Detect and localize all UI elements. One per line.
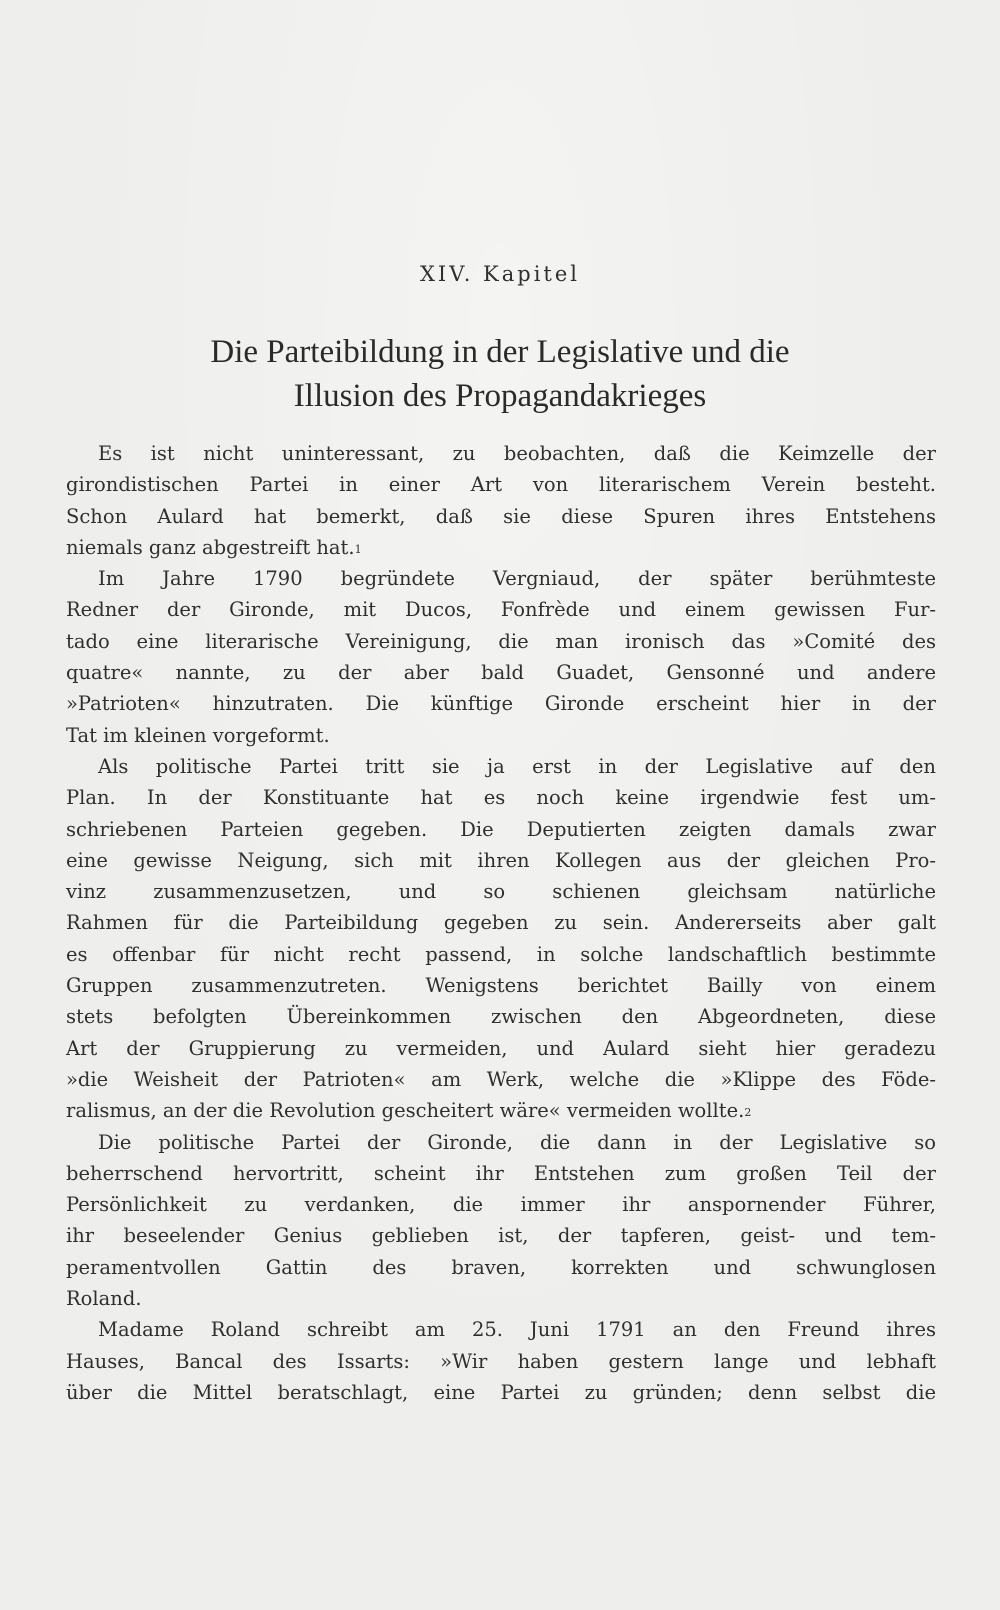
chapter-title bbox=[90, 330, 910, 418]
line-text: tado eine literarische Vereinigung, die man ironisch das »Comité des bbox=[66, 629, 936, 653]
text-line bbox=[66, 532, 936, 563]
text-line bbox=[66, 876, 936, 907]
text-line bbox=[66, 594, 936, 625]
line-text: quatre« nannte, zu der aber bald Guadet, Gensonné und andere bbox=[66, 661, 936, 685]
line-text: peramentvollen Gattin des braven, korrekten und schwunglosen bbox=[66, 1255, 936, 1279]
line-text: girondistischen Partei in einer Art von literarischem Verein besteht. bbox=[66, 473, 936, 497]
text-line bbox=[66, 438, 936, 469]
line-text: Art der Gruppierung zu vermeiden, und Aulard sieht hier geradezu bbox=[66, 1036, 936, 1060]
text-line bbox=[66, 1064, 936, 1095]
line-text: Schon Aulard hat bemerkt, daß sie diese Spuren ihres Entstehens bbox=[66, 504, 936, 528]
text-line bbox=[66, 751, 936, 782]
text-line bbox=[66, 1346, 936, 1377]
line-text: Persönlichkeit zu verdanken, die immer ihr anspornender Führer, bbox=[66, 1193, 936, 1217]
text-line bbox=[66, 845, 936, 876]
text-line bbox=[66, 814, 936, 845]
text-line bbox=[66, 563, 936, 594]
text-line bbox=[66, 1314, 936, 1345]
line-text: »Patrioten« hinzutraten. Die künftige Gironde erscheint hier in der bbox=[66, 692, 936, 716]
line-text: Roland. bbox=[66, 1287, 142, 1311]
text-line bbox=[66, 1127, 936, 1158]
line-text: stets befolgten Übereinkommen zwischen den Abgeordneten, diese bbox=[66, 1005, 936, 1029]
line-text: Plan. In der Konstituante hat es noch keine irgendwie fest um- bbox=[66, 786, 936, 810]
chapter-label: XIV. Kapitel bbox=[419, 262, 581, 286]
text-line bbox=[66, 782, 936, 813]
text-line bbox=[66, 1377, 936, 1408]
line-text: ralismus, an der die Revolution gescheitert wäre« vermeiden wollte. bbox=[66, 1099, 745, 1123]
text-line bbox=[66, 1189, 936, 1220]
line-text: über die Mittel beratschlagt, eine Partei zu gründen; denn selbst die bbox=[66, 1380, 936, 1404]
text-line bbox=[66, 939, 936, 970]
line-text: beherrschend hervortritt, scheint ihr Entstehen zum großen Teil der bbox=[66, 1161, 936, 1185]
text-line bbox=[66, 1033, 936, 1064]
footnote-marker: 1 bbox=[354, 542, 362, 556]
text-line bbox=[66, 1220, 936, 1251]
text-line bbox=[66, 907, 936, 938]
paragraph bbox=[66, 1314, 936, 1408]
line-text: Redner der Gironde, mit Ducos, Fonfrède und einem gewissen Fur- bbox=[66, 598, 936, 622]
text-line bbox=[66, 1158, 936, 1189]
line-text: schriebenen Parteien gegeben. Die Deputierten zeigten damals zwar bbox=[66, 817, 936, 841]
paragraph bbox=[66, 563, 936, 751]
line-text: Es ist nicht uninteressant, zu beobachten, daß die Keimzelle der bbox=[98, 442, 936, 465]
text-line bbox=[66, 1001, 936, 1032]
body-text bbox=[66, 438, 936, 1408]
chapter-title-line-2: Illusion des Propagandakrieges bbox=[293, 378, 707, 414]
text-line bbox=[66, 469, 936, 500]
text-line bbox=[66, 720, 936, 751]
text-line bbox=[66, 688, 936, 719]
footnote-marker: 2 bbox=[744, 1106, 752, 1120]
line-text: eine gewisse Neigung, sich mit ihren Kollegen aus der gleichen Pro- bbox=[66, 848, 936, 872]
line-text: niemals ganz abgestreift hat. bbox=[66, 535, 355, 559]
chapter-title-line-1: Die Parteibildung in der Legislative und die bbox=[210, 334, 790, 370]
line-text: Als politische Partei tritt sie ja erst in der Legislative auf den bbox=[98, 754, 936, 778]
paragraph bbox=[66, 1127, 936, 1315]
line-text: Im Jahre 1790 begründete Vergniaud, der später berühmteste bbox=[98, 567, 936, 591]
text-line bbox=[66, 626, 936, 657]
line-text: es offenbar für nicht recht passend, in solche landschaftlich bestimmte bbox=[66, 942, 936, 966]
line-text: »die Weisheit der Patrioten« am Werk, welche die »Klippe des Föde- bbox=[66, 1067, 936, 1091]
text-line bbox=[66, 1283, 936, 1314]
paragraph bbox=[66, 751, 936, 1127]
text-line bbox=[66, 501, 936, 532]
line-text: vinz zusammenzusetzen, und so schienen gleichsam natürliche bbox=[66, 880, 936, 904]
line-text: Madame Roland schreibt am 25. Juni 1791 an den Freund ihres bbox=[98, 1318, 936, 1342]
line-text: Die politische Partei der Gironde, die dann in der Legislative so bbox=[98, 1130, 936, 1154]
line-text: Tat im kleinen vorgeformt. bbox=[66, 723, 330, 747]
text-line bbox=[66, 657, 936, 688]
line-text: Rahmen für die Parteibildung gegeben zu sein. Andererseits aber galt bbox=[66, 911, 936, 935]
line-text: Hauses, Bancal des Issarts: »Wir haben gestern lange und lebhaft bbox=[66, 1349, 936, 1373]
text-line bbox=[66, 970, 936, 1001]
text-line bbox=[66, 1252, 936, 1283]
paragraph bbox=[66, 438, 936, 563]
line-text: ihr beseelender Genius geblieben ist, der tapferen, geist- und tem- bbox=[66, 1224, 936, 1248]
text-line bbox=[66, 1095, 936, 1126]
line-text: Gruppen zusammenzutreten. Wenigstens berichtet Bailly von einem bbox=[66, 974, 936, 998]
